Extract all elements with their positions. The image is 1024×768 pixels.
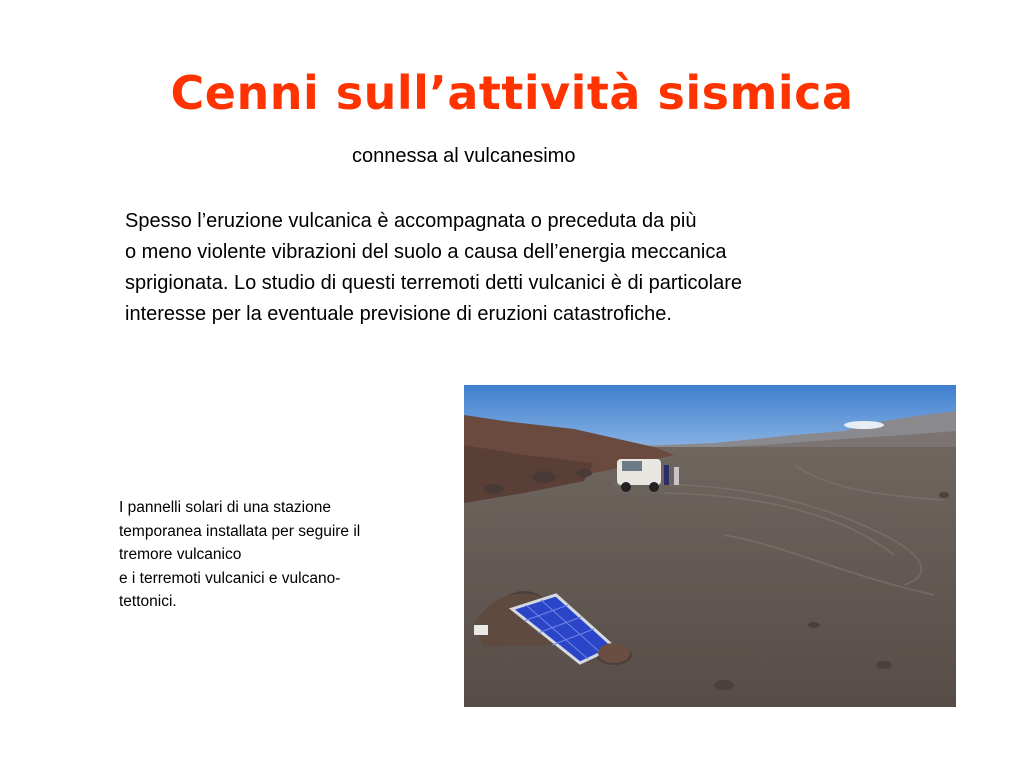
slide-title: Cenni sull’attività sismica — [170, 66, 854, 120]
caption-line: I pannelli solari di una stazione — [119, 499, 331, 516]
caption-line: tettonici. — [119, 593, 177, 610]
paragraph-line: sprigionata. Lo studio di questi terremoti detti vulcanici è di particolare — [125, 272, 742, 294]
paragraph-line: Spesso l’eruzione vulcanica è accompagnata o preceduta da più — [125, 210, 697, 232]
caption-line: tremore vulcanico — [119, 546, 242, 563]
photo-caption — [119, 496, 449, 614]
volcanic-field-photo — [464, 385, 956, 707]
paragraph-line: interesse per la eventuale previsione di eruzioni catastrofiche. — [125, 303, 672, 325]
main-paragraph — [125, 206, 925, 330]
paragraph-line: o meno violente vibrazioni del suolo a causa dell’energia meccanica — [125, 241, 727, 263]
caption-line: e i terremoti vulcanici e vulcano- — [119, 569, 341, 587]
slide-subtitle: connessa al vulcanesimo — [352, 145, 576, 167]
caption-line: temporanea installata per seguire il — [119, 522, 361, 540]
